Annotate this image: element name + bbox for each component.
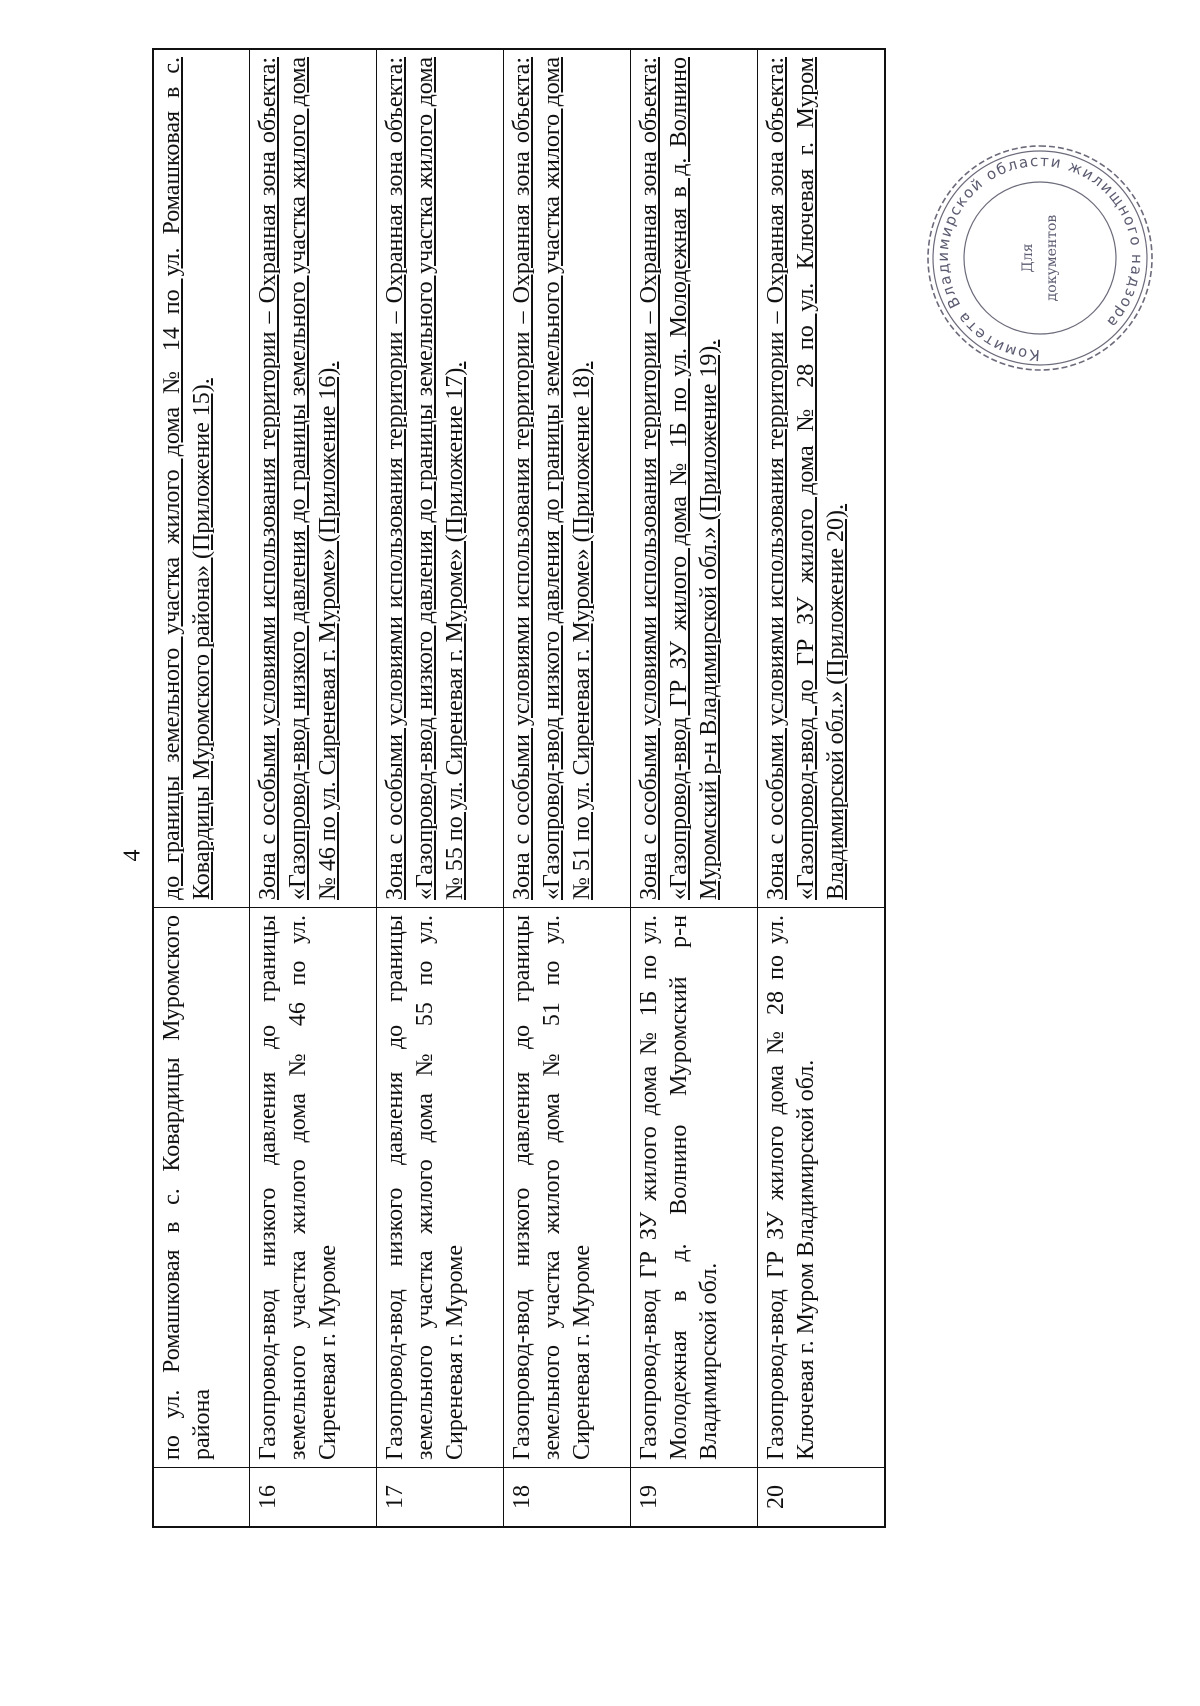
row-number: 16: [250, 1468, 377, 1528]
stamp-center-line-2: документов: [1044, 214, 1060, 302]
zone-description-text: Зона с особыми условиями использования территории – Охранная зона объекта: «Газопровод-ввод до ГР ЗУ жилого дома № 28 по ул. Ключевая г. Муром Владимирской обл.» (Приложение 20).: [763, 57, 849, 900]
object-name-cell: Газопровод-ввод ГР ЗУ жилого дома № 1Б по ул. Молодежная в д. Волнино Муромский р-н Владимирской обл.: [631, 908, 758, 1468]
zone-description-cell: [631, 49, 758, 908]
zone-description-cell: [153, 49, 250, 908]
zones-table: [152, 48, 886, 1528]
table-row: [758, 49, 886, 1527]
object-name-cell: по ул. Ромашковая в с. Ковардицы Муромского района: [153, 908, 250, 1468]
object-name-cell: Газопровод-ввод ГР ЗУ жилого дома № 28 по ул. Ключевая г. Муром Владимирской обл.: [758, 908, 886, 1468]
zone-description-text: Зона с особыми условиями использования территории – Охранная зона объекта: «Газопровод-ввод низкого давления до границы земельного участка жилого дома № 46 по ул. Сиреневая г. Муроме» (Приложение 16).: [255, 57, 341, 900]
table-row: [153, 49, 250, 1527]
row-number: 19: [631, 1468, 758, 1528]
stamp-center-line-1: Для: [1020, 243, 1036, 273]
page-number: 4: [119, 849, 146, 862]
row-number: 17: [377, 1468, 504, 1528]
row-number: 20: [758, 1468, 886, 1528]
object-name-cell: Газопровод-ввод низкого давления до границы земельного участка жилого дома № 46 по ул. Сиреневая г. Муроме: [250, 908, 377, 1468]
zone-description-text: до границы земельного участка жилого дома № 14 по ул. Ромашковая в с. Ковардицы Муромского района» (Приложение 15).: [159, 57, 215, 900]
stamp-seal-icon: [920, 138, 1160, 378]
zone-description-text: Зона с особыми условиями использования территории – Охранная зона объекта: «Газопровод-ввод низкого давления до границы земельного участка жилого дома № 55 по ул. Сиреневая г. Муроме» (Приложение 17).: [382, 57, 468, 900]
object-name-cell: Газопровод-ввод низкого давления до границы земельного участка жилого дома № 55 по ул. Сиреневая г. Муроме: [377, 908, 504, 1468]
row-number: 18: [504, 1468, 631, 1528]
table-row: [504, 49, 631, 1527]
zone-description-cell: [504, 49, 631, 908]
zone-description-cell: [377, 49, 504, 908]
object-name-cell: Газопровод-ввод низкого давления до границы земельного участка жилого дома № 51 по ул. Сиреневая г. Муроме: [504, 908, 631, 1468]
zone-description-cell: [758, 49, 886, 908]
table-row: [631, 49, 758, 1527]
zone-description-cell: [250, 49, 377, 908]
row-number: [153, 1468, 250, 1528]
zone-description-text: Зона с особыми условиями использования территории – Охранная зона объекта: «Газопровод-ввод низкого давления до границы земельного участка жилого дома № 51 по ул. Сиреневая г. Муроме» (Приложение 18).: [509, 57, 595, 900]
table-row: [377, 49, 504, 1527]
rotated-table-container: [152, 48, 852, 1528]
official-stamp: [920, 138, 1160, 378]
svg-text:Комитета Владимирской области: [934, 152, 1146, 364]
stamp-ring-text: Комитета Владимирской области жилищного надзора: [933, 151, 1147, 365]
zone-description-text: Зона с особыми условиями использования территории – Охранная зона объекта: «Газопровод-ввод ГР ЗУ жилого дома № 1Б по ул. Молодежная в д. Волнино Муромский р-н Владимирской обл.» (Приложение 19).: [636, 57, 722, 900]
table-row: [250, 49, 377, 1527]
